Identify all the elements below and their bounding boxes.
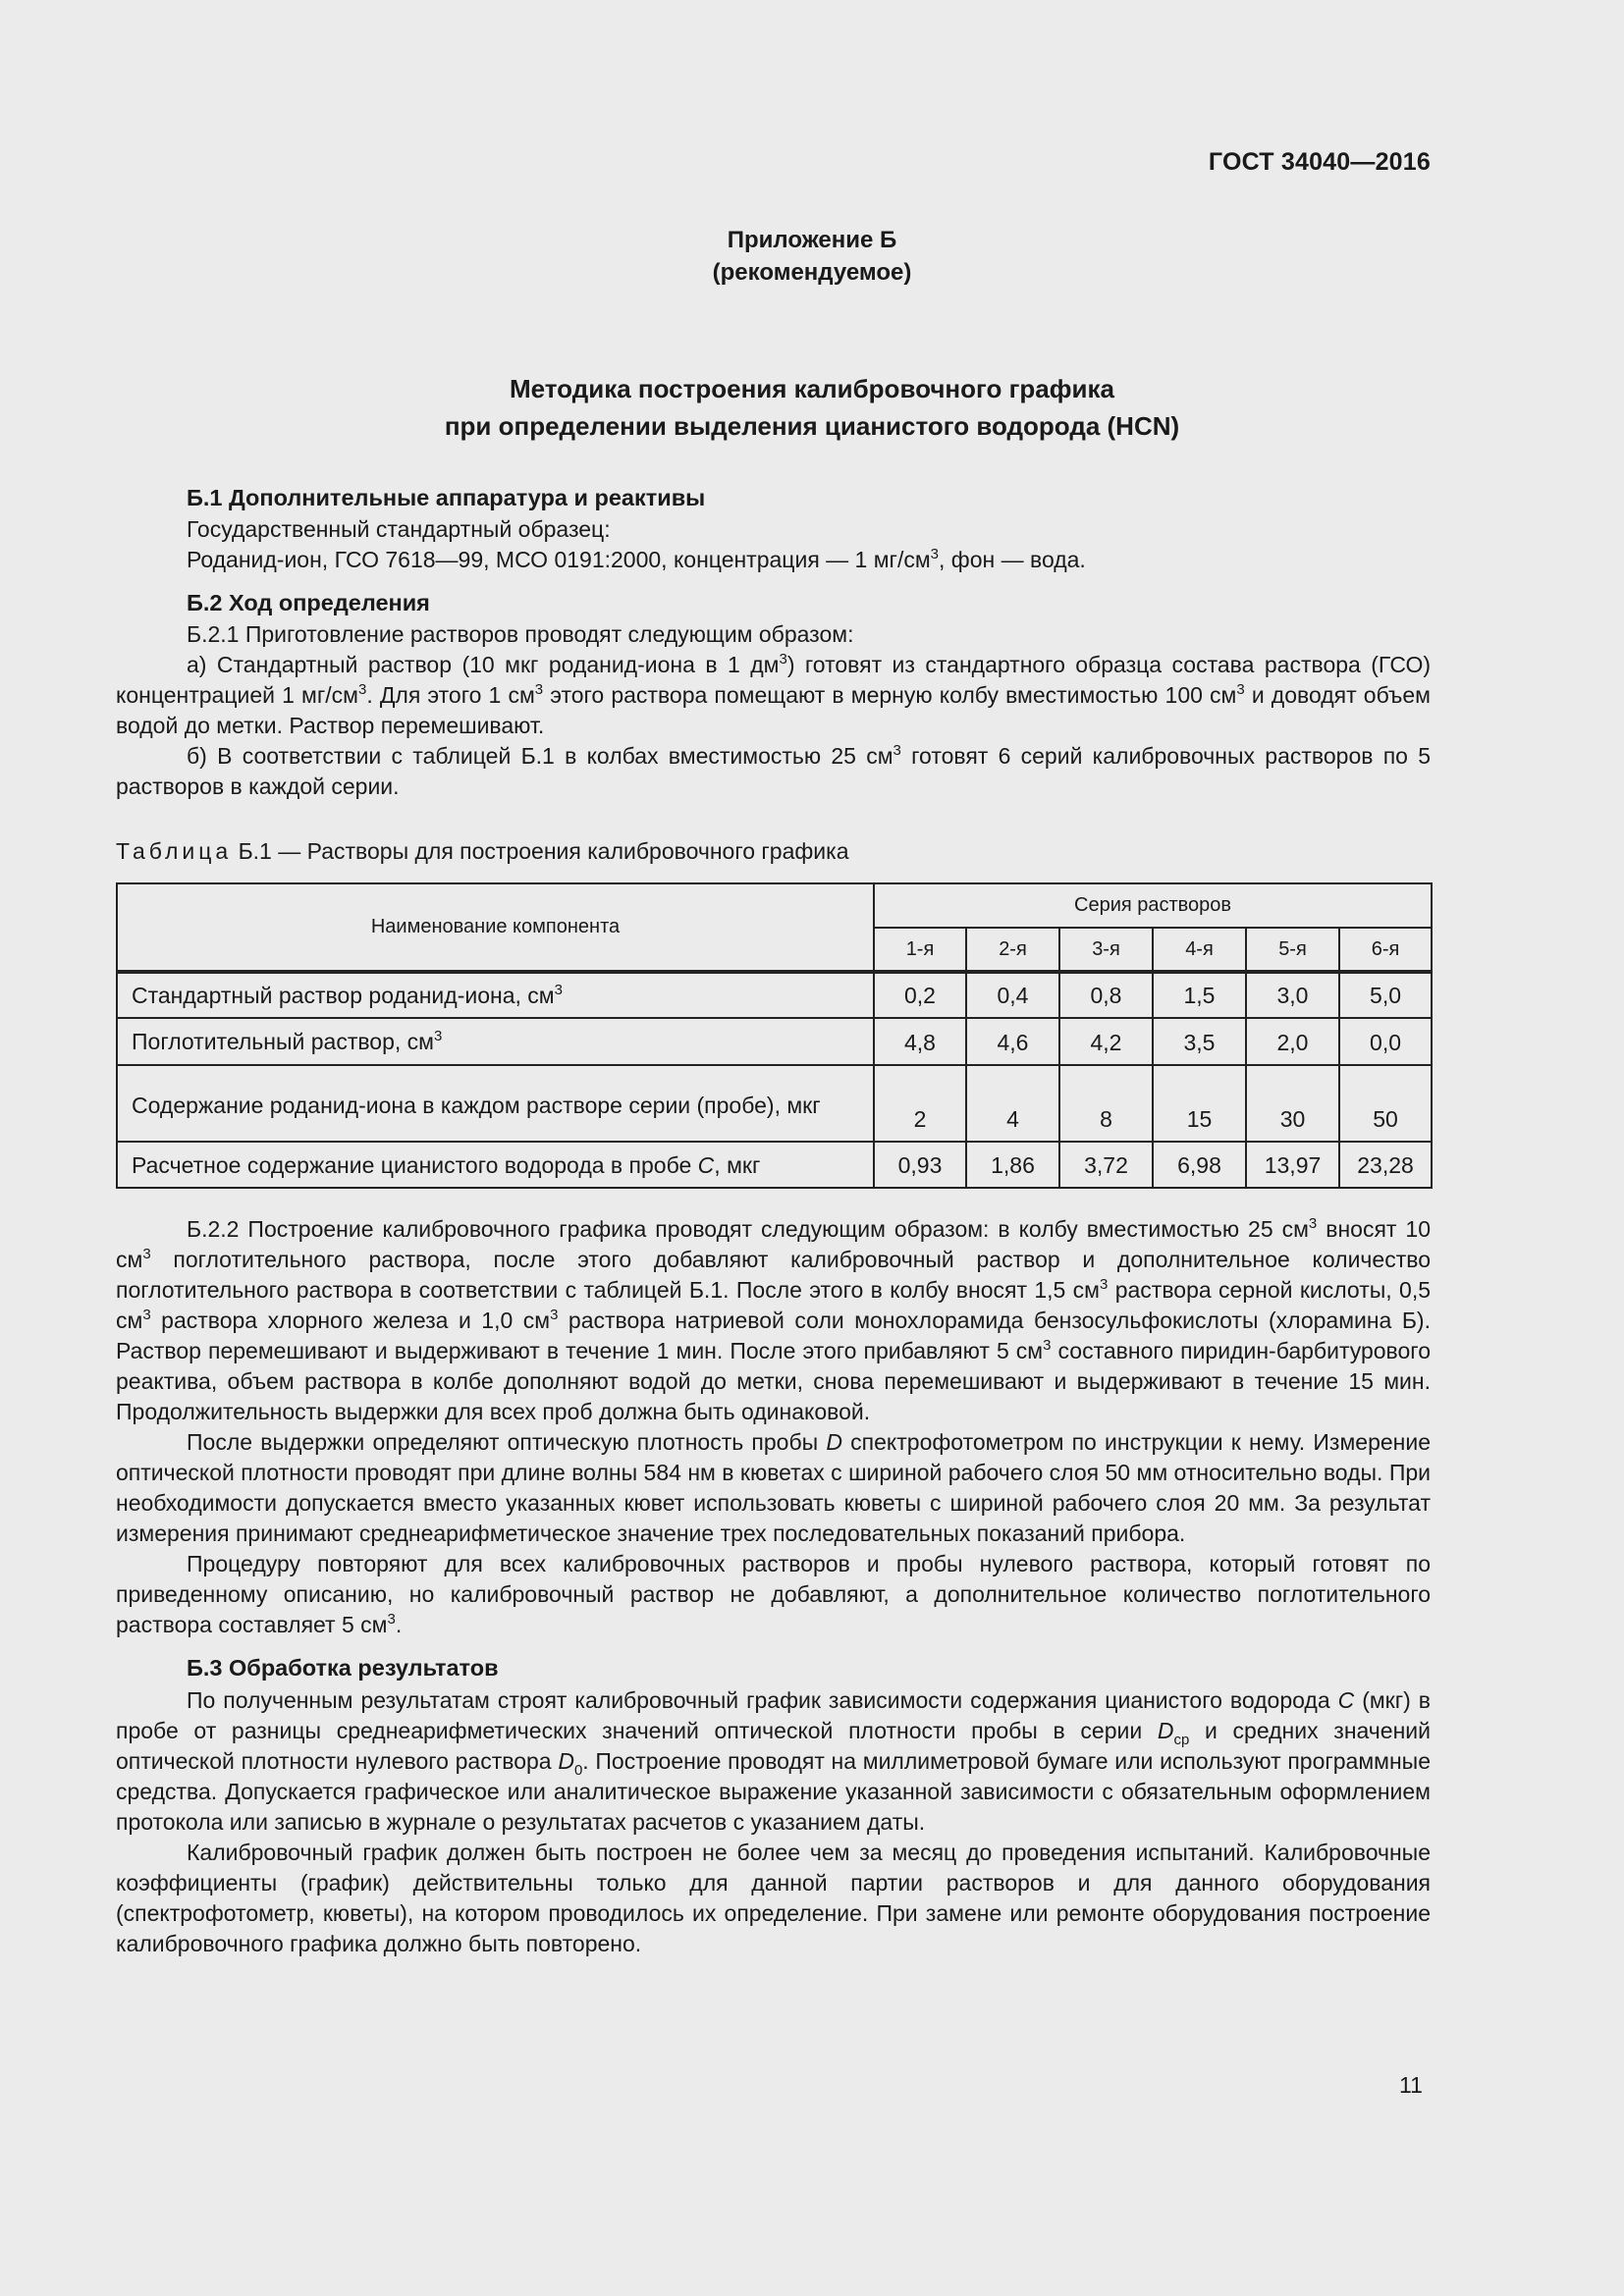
page-number: 11 <box>1399 2072 1423 2098</box>
document-code: ГОСТ 34040—2016 <box>1208 148 1431 176</box>
table-caption-prefix: Таблица <box>116 838 233 864</box>
table-cell: 1,5 <box>1153 972 1246 1018</box>
table-cell: 3,5 <box>1153 1018 1246 1065</box>
column-header-series: Серия растворов <box>874 883 1432 928</box>
table-cell: 5,0 <box>1339 972 1432 1018</box>
row-label: Стандартный раствор роданид-иона, $см^3$ <box>117 972 874 1018</box>
table-cell: 3,0 <box>1246 972 1339 1018</box>
b2-paragraph-b: б) В соответствии с таблицей Б.1 в колбах вместимостью 25 $см^3$ готовят 6 серий калибровочных растворов по 5 растворов в каждой серии. <box>116 742 1432 799</box>
b22-paragraph-3: Процедуру повторяют для всех калибровочных растворов и пробы нулевого раствора, который готовят по приведенному описанию, но калибровочный раствор не добавляют, а дополнительное количество поглотительного раствора составляет 5 $см^3$. <box>116 1551 1431 1637</box>
table-row <box>117 972 1432 1018</box>
table-b1 <box>116 882 1433 1189</box>
table-cell: 4,8 <box>874 1018 966 1065</box>
table-cell: 4,6 <box>966 1018 1059 1065</box>
table-cell: 0,93 <box>874 1142 966 1188</box>
table-cell: 8 <box>1059 1065 1153 1142</box>
table-caption-text: Б.1 — Растворы для построения калибровочного графика <box>232 838 849 864</box>
table-cell: 2 <box>874 1065 966 1142</box>
series-label: 2-я <box>966 928 1059 972</box>
b22-paragraph-2: После выдержки определяют оптическую плотность пробы D спектрофотометром по инструкции к нему. Измерение оптической плотности проводят при длине волны 584 нм в кюветах с шириной рабочего слоя 50 мм относительно воды. При необходимости допускается вместо указанных кювет использовать кюветы с шириной рабочего слоя 20 мм. За результат измерения принимают среднеарифметическое значение трех последовательных показаний прибора. <box>116 1429 1431 1546</box>
row-label: Содержание роданид-иона в каждом растворе серии (пробе), мкг <box>117 1065 874 1142</box>
b3-paragraph-2: Калибровочный график должен быть построен не более чем за месяц до проведения испытаний. Калибровочные коэффициенты (график) действительны только для данной партии растворов и для данного оборудования (спектрофотометр, кюветы), на котором проводилось их определение. При замене или ремонте оборудования построение калибровочного графика должно быть повторено. <box>116 1840 1431 1956</box>
appendix-label: Приложение Б <box>727 227 897 253</box>
table-header-row <box>117 883 1432 928</box>
table-cell: 23,28 <box>1339 1142 1432 1188</box>
table-cell: 13,97 <box>1246 1142 1339 1188</box>
series-label: 4-я <box>1153 928 1246 972</box>
table-cell: 50 <box>1339 1065 1432 1142</box>
section-b2-heading: Б.2 Ход определения <box>187 590 430 615</box>
table-caption <box>116 836 1431 867</box>
b3-paragraph-1: По полученным результатам строят калибровочный график зависимости содержания цианистого водорода C (мкг) в пробе от разницы среднеарифметических значений оптической плотности пробы в серии $D_{ср}$ и средних значений оптической плотности нулевого раствора $D_0$. Построение проводят на миллиметровой бумаге или используют программные средства. Допускается графическое или аналитическое выражение указанной зависимости с обязательным оформлением протокола или записью в журнале о результатах расчетов с указанием даты. <box>116 1687 1431 1835</box>
table-cell: 1,86 <box>966 1142 1059 1188</box>
table-cell: 0,4 <box>966 972 1059 1018</box>
series-label: 3-я <box>1059 928 1153 972</box>
table-cell: 0,0 <box>1339 1018 1432 1065</box>
section-b1-b2 <box>116 483 1431 802</box>
section-b22-b3 <box>116 1214 1431 1959</box>
table-cell: 6,98 <box>1153 1142 1246 1188</box>
table-row <box>117 1142 1432 1188</box>
table-row <box>117 1018 1432 1065</box>
b1-line-2: Роданид-ион, ГСО 7618—99, МСО 0191:2000, концентрация — 1 $мг/см^3$, фон — вода. <box>187 546 1086 572</box>
table-cell: 0,8 <box>1059 972 1153 1018</box>
table-cell: 15 <box>1153 1065 1246 1142</box>
appendix-title <box>0 370 1624 445</box>
table-b1-wrapper <box>116 882 1431 1189</box>
title-line-1: Методика построения калибровочного графика <box>510 374 1114 403</box>
table-cell: 3,72 <box>1059 1142 1153 1188</box>
b22-paragraph-1: Б.2.2 Построение калибровочного графика проводят следующим образом: в колбу вместимостью 25 $см^3$ вносят 10 $см^3$ поглотительного раствора, после этого добавляют калибровочный раствор и дополнительное количество поглотительного раствора в соответствии с таблицей Б.1. После этого в колбу вносят 1,5 $см^3$ раствора серной кислоты, 0,5 $см^3$ раствора хлорного железа и 1,0 $см^3$ раствора натриевой соли монохлорамида бензосульфокислоты (хлорамина Б). Раствор перемешивают и выдерживают в течение 1 мин. После этого прибавляют 5 $см^3$ составного пиридин-барбитурового реактива, объем раствора в колбе дополняют водой до метки, снова перемешивают и выдерживают в течение 15 мин. Продолжительность выдержки для всех проб должна быть одинаковой. <box>116 1215 1431 1424</box>
column-header-name: Наименование компонента <box>117 883 874 972</box>
section-b3-heading: Б.3 Обработка результатов <box>187 1655 499 1681</box>
row-label: Расчетное содержание цианистого водорода в пробе C, мкг <box>117 1142 874 1188</box>
b1-line-1: Государственный стандартный образец: <box>187 516 611 542</box>
series-label: 6-я <box>1339 928 1432 972</box>
appendix-heading <box>0 224 1624 289</box>
series-label: 1-я <box>874 928 966 972</box>
row-label: Поглотительный раствор, $см^3$ <box>117 1018 874 1065</box>
series-label: 5-я <box>1246 928 1339 972</box>
title-line-2: при определении выделения цианистого водорода (HCN) <box>444 411 1180 441</box>
table-cell: 2,0 <box>1246 1018 1339 1065</box>
table-row <box>117 1065 1432 1142</box>
appendix-status: (рекомендуемое) <box>712 259 912 286</box>
table-cell: 0,2 <box>874 972 966 1018</box>
b2-paragraph-a: а) Стандартный раствор (10 мкг роданид-иона в 1 $дм^3$) готовят из стандартного образца состава раствора (ГСО) концентрацией 1 $мг/см^3$. Для этого 1 $см^3$ этого раствора помещают в мерную колбу вместимостью 100 $см^3$ и доводят объем водой до метки. Раствор перемешивают. <box>116 651 1431 738</box>
b2-paragraph-1: Б.2.1 Приготовление растворов проводят следующим образом: <box>187 621 854 647</box>
section-b1-heading: Б.1 Дополнительные аппаратура и реактивы <box>187 485 706 510</box>
table-cell: 4,2 <box>1059 1018 1153 1065</box>
table-cell: 4 <box>966 1065 1059 1142</box>
table-cell: 30 <box>1246 1065 1339 1142</box>
